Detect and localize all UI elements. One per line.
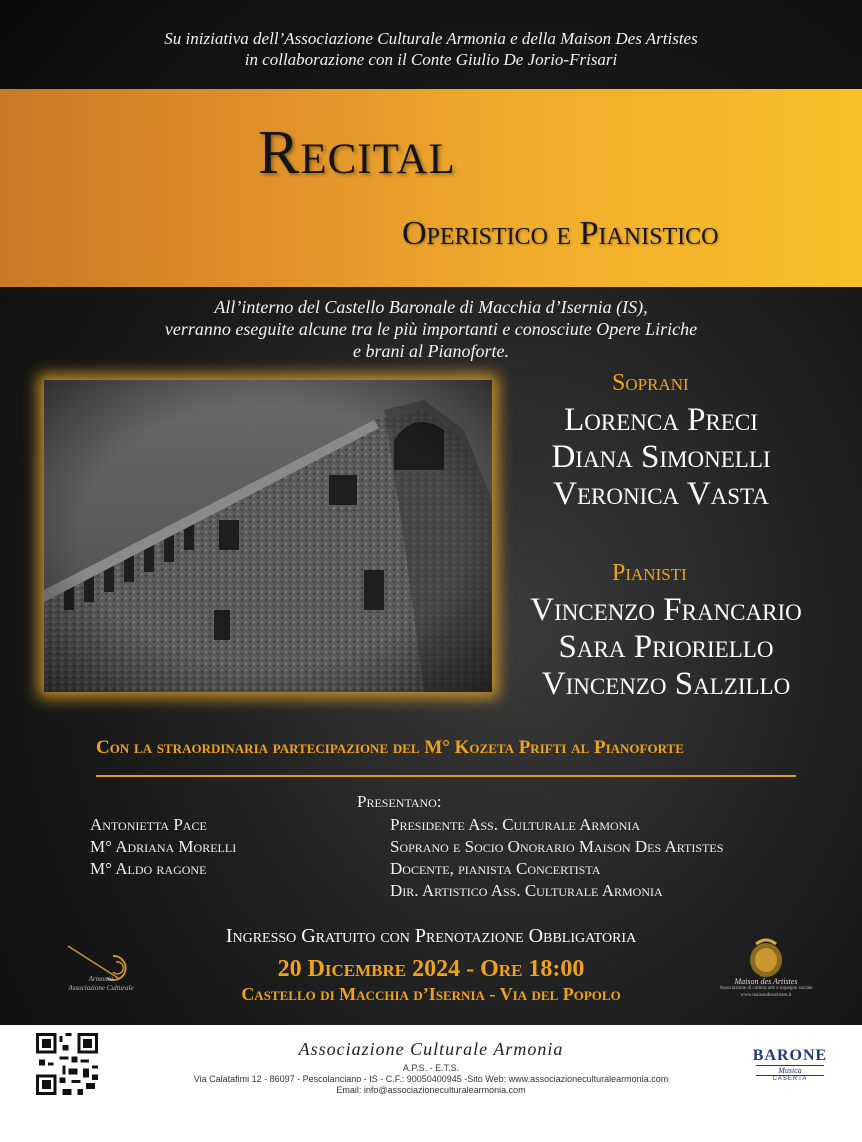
sopranos-list <box>506 402 816 513</box>
divider <box>96 775 796 777</box>
sponsor-name: BARONE <box>752 1047 828 1064</box>
page-title: Recital <box>258 119 456 187</box>
pianist-name: Vincenzo Francario <box>530 592 802 628</box>
footer-assoc-name: Associazione Culturale Armonia <box>298 1039 564 1059</box>
sponsor-city: CASERTA <box>772 1076 808 1082</box>
soprano-name: Diana Simonelli <box>551 439 771 475</box>
footer-email: Email: info@associazioneculturalearmonia.com <box>336 1085 526 1095</box>
maison-logo-sub: Associazione di cultura arte e impegno sociale <box>719 986 813 991</box>
sponsor-sub: Musica <box>756 1065 824 1076</box>
header-credits <box>0 28 862 70</box>
presenter-names <box>90 814 236 880</box>
event-date: 20 Dicembre 2024 - Ore 18:00 <box>277 956 585 982</box>
pianists-list <box>496 592 836 703</box>
pianist-name: Sara Prioriello <box>558 629 774 665</box>
soprano-name: Lorenca Preci <box>564 402 758 438</box>
footer <box>0 1025 862 1142</box>
armonia-logo-line1: Armonia <box>88 975 114 983</box>
credits-line-2: in collaborazione con il Conte Giulio De Jorio-Frisari <box>244 50 618 69</box>
intro-line-2: verranno eseguite alcune tra le più importanti e conosciute Opere Liriche <box>164 319 698 339</box>
presenter-roles <box>390 814 723 902</box>
maison-crest-icon <box>738 936 794 980</box>
presenter-role: Docente, pianista Concertista <box>390 859 601 878</box>
presenter-name: M° Adriana Morelli <box>90 837 237 856</box>
intro-line-3: e brani al Pianoforte. <box>353 341 509 361</box>
armonia-logo-line2: Associazione Culturale <box>68 984 134 992</box>
maison-logo-text <box>714 978 818 999</box>
presenter-name: Antonietta Pace <box>90 815 207 834</box>
soprano-name: Veronica Vasta <box>553 476 769 512</box>
pianists-heading: Pianisti <box>612 560 687 586</box>
intro-line-1: All’interno del Castello Baronale di Macchia d’Isernia (IS), <box>214 297 648 317</box>
intro-text <box>0 296 862 362</box>
credits-line-1: Su iniziativa dell’Associazione Culturale Armonia e della Maison Des Artistes <box>164 29 698 48</box>
presenter-name: M° Aldo ragone <box>90 859 207 878</box>
footer-assoc-sub: A.P.S. - E.T.S. <box>402 1063 460 1073</box>
page-subtitle: Operistico e Pianistico <box>402 215 719 252</box>
pianist-name: Vincenzo Salzillo <box>541 666 791 702</box>
special-guest: Con la straordinaria partecipazione del M° Kozeta Prifti al Pianoforte <box>96 737 684 758</box>
event-place: Castello di Macchia d’Isernia - Via del Popolo <box>241 984 621 1004</box>
presenters-heading: Presentano: <box>357 792 442 811</box>
sopranos-heading: Soprani <box>612 370 689 396</box>
presenter-role: Soprano e Socio Onorario Maison Des Artistes <box>390 837 724 856</box>
castle-photo <box>44 380 492 692</box>
entry-info: Ingresso Gratuito con Prenotazione Obbligatoria <box>225 925 637 947</box>
footer-address: Via Calatafimi 12 - 86097 - Pescolanciano - IS - C.F.: 90050400945 -Sito Web: www.associazioneculturalearmonia.com <box>193 1074 669 1084</box>
sponsor-logo <box>748 1047 832 1082</box>
castle-illustration <box>44 380 492 692</box>
armonia-logo-text <box>56 975 146 993</box>
maison-logo-title: Maison des Artistes <box>734 977 798 986</box>
presenter-role: Presidente Ass. Culturale Armonia <box>390 815 641 834</box>
presenter-role: Dir. Artistico Ass. Culturale Armonia <box>390 881 663 900</box>
maison-logo-url: www.maisondesartistes.it <box>740 993 792 998</box>
